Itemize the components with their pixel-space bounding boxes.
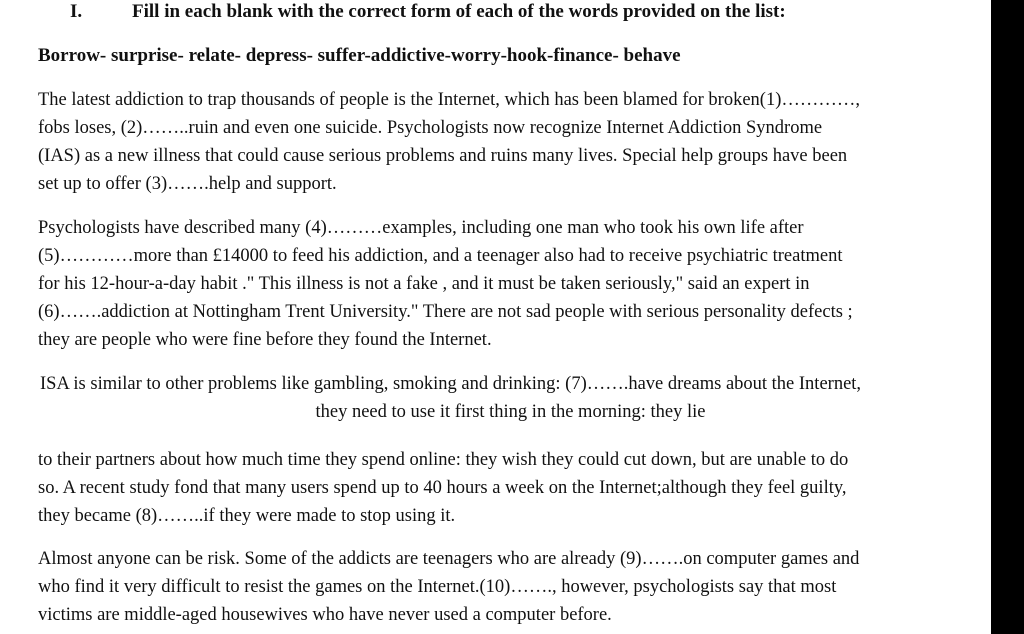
text-line: The latest addiction to trap thousands of people is the Internet, which has been blamed for broken(1)…………, [38,90,860,110]
text-line: Almost anyone can be risk. Some of the addicts are teenagers who are already (9)…….on computer games and [38,549,860,569]
text-line: (IAS) as a new illness that could cause serious problems and ruins many lives. Special help groups have been [38,146,848,166]
paragraph-4 [38,446,983,530]
exercise-instruction: Fill in each blank with the correct form of each of the words provided on the list: [132,1,786,22]
text-line: (5)…………more than £14000 to feed his addiction, and a teenager also had to receive psychiatric treatment [38,246,843,266]
exercise-number: I. [70,1,83,22]
paragraph-2 [38,214,983,354]
text-line: set up to offer (3)…….help and support. [38,174,337,194]
text-line: victims are middle-aged housewives who have never used a computer before. [38,605,612,625]
word-list: Borrow- surprise- relate- depress- suffer-addictive-worry-hook-finance- behave [38,45,681,66]
exercise-heading [70,0,786,26]
text-line: fobs loses, (2)……..ruin and even one suicide. Psychologists now recognize Internet Addiction Syndrome [38,118,823,138]
text-line: ISA is similar to other problems like gambling, smoking and drinking: (7)…….have dreams about the Internet, [40,374,862,394]
text-line-centered: they need to use it first thing in the morning: they lie [315,402,706,422]
paragraph-5 [38,545,983,629]
text-line: who find it very difficult to resist the games on the Internet.(10)……., however, psychologists say that most [38,577,837,597]
text-line: for his 12-hour-a-day habit ." This illness is not a fake , and it must be taken seriously," said an expert in [38,274,810,294]
text-line: they are people who were fine before they found the Internet. [38,330,492,350]
paragraph-1 [38,86,983,198]
text-line: to their partners about how much time they spend online: they wish they could cut down, but are unable to do [38,450,849,470]
text-line: they became (8)……..if they were made to stop using it. [38,506,456,526]
text-line: (6)…….addiction at Nottingham Trent University." There are not sad people with serious personality defects ; [38,302,853,322]
text-line: Psychologists have described many (4)………examples, including one man who took his own life after [38,218,804,238]
paragraph-3 [38,370,983,426]
text-line: so. A recent study fond that many users spend up to 40 hours a week on the Internet;although they feel guilty, [38,478,847,498]
